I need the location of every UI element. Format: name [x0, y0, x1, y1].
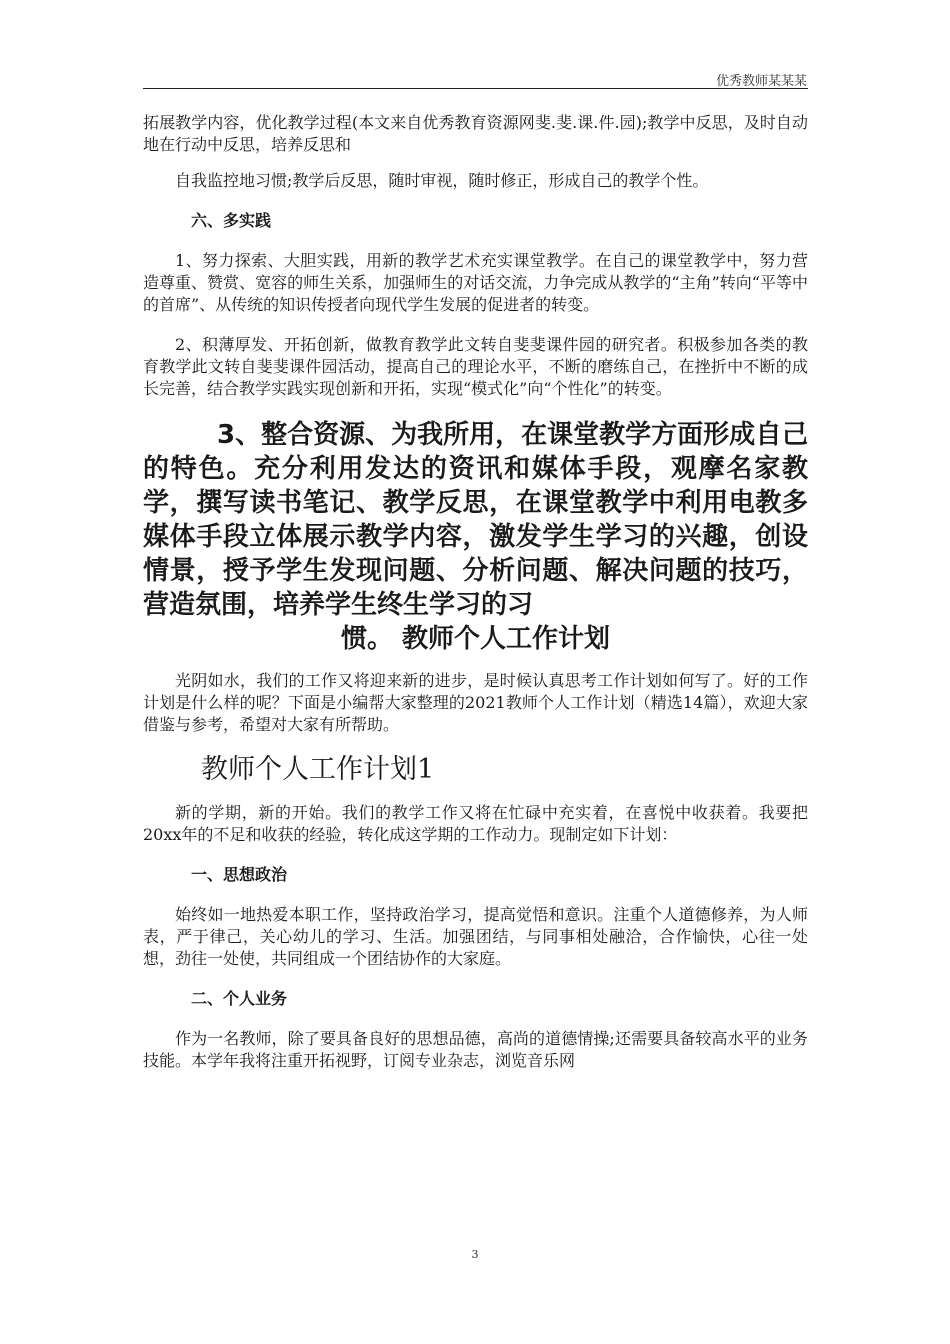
- paragraph-5: 光阴如水，我们的工作又将迎来新的进步，是时候认真思考工作计划如何写了。好的工作计划是什么样的呢？下面是小编帮大家整理的2021教师个人工作计划（精选14篇），欢迎大家借鉴与参考，希望对大家有所帮助。: [143, 671, 808, 734]
- document-body: [143, 112, 808, 1072]
- paragraph-4: 2、积薄厚发、开拓创新，做教育教学此文转自斐斐课件园的研究者。积极参加各类的教育教学此文转自斐斐课件园活动，提高自己的理论水平，不断的磨练自己，在挫折中不断的成长完善，结合教学实践实现创新和开拓，实现“模式化”向“个性化”的转变。: [143, 335, 808, 398]
- paragraph-8: 作为一名教师，除了要具备良好的思想品德，高尚的道德情操;还需要具备较高水平的业务技能。本学年我将注重开拓视野，订阅专业杂志，浏览音乐网: [143, 1029, 808, 1070]
- header-divider: [143, 88, 808, 89]
- paragraph-6: 新的学期，新的开始。我们的教学工作又将在忙碌中充实着，在喜悦中收获着。我要把20xx年的不足和收获的经验，转化成这学期的工作动力。现制定如下计划：: [143, 803, 808, 844]
- big-paragraph: [143, 418, 808, 622]
- paragraph-7: 始终如一地热爱本职工作，坚持政治学习，提高觉悟和意识。注重个人道德修养，为人师表，严于律己，关心幼儿的学习、生活。加强团结，与同事相处融洽，合作愉快，心往一处想，劲往一处使，共同组成一个团结协作的大家庭。: [143, 905, 808, 968]
- section-heading-two: 二、个人业务: [191, 989, 288, 1008]
- section-heading-six: 六、多实践: [191, 211, 272, 230]
- plan-heading-1: 教师个人工作计划1: [201, 754, 435, 785]
- big-paragraph-lead: 3、整合资源、为我所用，在课堂教学方面形成: [217, 420, 756, 450]
- paragraph-1: 拓展教学内容，优化教学过程(本文来自优秀教育资源网斐.斐.课.件.园);教学中反思，及时自动地在行动中反思，培养反思和: [143, 113, 808, 154]
- big-paragraph-body: 自己的特色。充分利用发达的资讯和媒体手段，观摩名家教学，撰写读书笔记、教学反思，在课堂教学中利用电教多媒体手段立体展示教学内容，激发学生学习的兴趣，创设情景，授予学生发现问题、分析问题、解决问题的技巧，营造氛围，培养学生终生学习的习: [143, 420, 808, 620]
- big-paragraph-last: 惯。 教师个人工作计划: [340, 624, 611, 654]
- paragraph-3: 1、努力探索、大胆实践，用新的教学艺术充实课堂教学。在自己的课堂教学中，努力营造尊重、赞赏、宽容的师生关系，加强师生的对话交流，力争完成从教学的“主角”转向“平等中的首席”、从传统的知识传授者向现代学生发展的促进者的转变。: [143, 251, 808, 314]
- section-heading-one: 一、思想政治: [191, 865, 288, 884]
- paragraph-2: 自我监控地习惯;教学后反思，随时审视，随时修正，形成自己的教学个性。: [175, 171, 709, 190]
- page-number: 3: [471, 1248, 479, 1261]
- header-title: 优秀教师某某某: [715, 74, 807, 89]
